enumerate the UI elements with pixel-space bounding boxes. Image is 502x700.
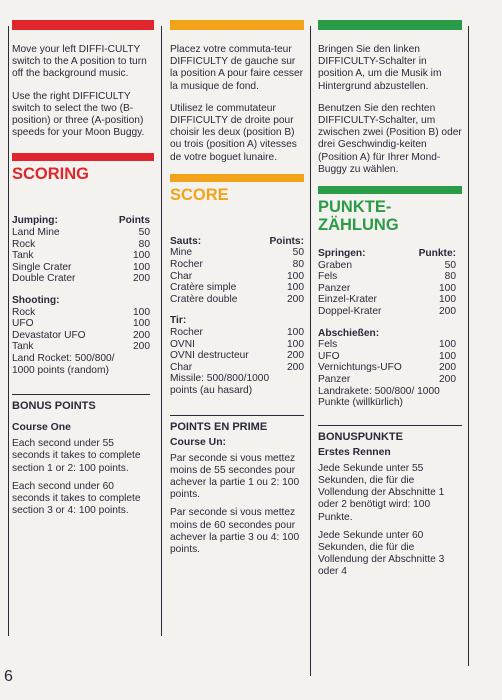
scoring-table — [318, 248, 456, 409]
bonus-section — [318, 425, 462, 579]
section-color-bar — [12, 153, 154, 161]
table-heading: Punkte: — [418, 248, 456, 260]
table-heading: Jumping: — [12, 215, 58, 227]
section-title: SCORE — [170, 185, 229, 204]
bonus-subtitle: Course One — [12, 422, 71, 434]
column-divider — [468, 26, 469, 666]
table-row: Fels 100 — [318, 339, 456, 351]
score-note: Landrakete: 500/800/ 1000 Punkte (willkürlich) — [318, 385, 440, 409]
table-row: Cratère simple 100 — [170, 282, 304, 294]
section-title: PUNKTE-ZÄHLUNG — [318, 198, 399, 235]
bonus-title: BONUS POINTS — [12, 400, 96, 413]
table-row: OVNI destructeur 200 — [170, 350, 304, 362]
column-divider — [310, 26, 311, 676]
table-heading: Points: — [269, 235, 304, 247]
bonus-paragraph: Each second under 60 seconds it takes to complete section 3 or 4: 100 points. — [12, 480, 141, 517]
section-color-bar — [318, 186, 462, 194]
bonus-paragraph: Par seconde si vous mettez moins de 55 secondes pour achever la partie 1 ou 2: 100 points. — [170, 452, 300, 501]
table-row: Panzer 100 — [318, 282, 456, 294]
intro-paragraph: Bringen Sie den linken DIFFICULTY-Schalter in position A, um die Musik im Hintergrund abzustellen. — [318, 44, 442, 92]
table-row: UFO 100 — [12, 318, 150, 330]
table-row: Tank 200 — [12, 341, 150, 353]
bonus-paragraph: Jede Sekunde unter 60 Sekunden, die für die Vollendung der Abschnitte 3 oder 4 — [318, 529, 445, 578]
table-row: Devastator UFO 200 — [12, 329, 150, 341]
table-row: Rock 100 — [12, 306, 150, 318]
table-row: Rocher 100 — [170, 326, 304, 338]
bonus-subtitle: Course Un: — [170, 436, 226, 448]
table-heading: Sauts: — [170, 235, 202, 247]
table-row: Cratère double 200 — [170, 293, 304, 305]
table-row: Fels 80 — [318, 271, 456, 283]
page-number: 6 — [4, 668, 13, 685]
bonus-title: BONUSPUNKTE — [318, 430, 403, 443]
bonus-section — [12, 394, 150, 517]
column-divider — [8, 26, 9, 636]
table-row: Single Crater 100 — [12, 261, 150, 273]
table-row: UFO 100 — [318, 350, 456, 362]
table-row: Tank 100 — [12, 250, 150, 262]
intro-paragraph: Use the right DIFFICULTY switch to select the two (B-position) or three (A-position) speeds for your Moon Buggy. — [12, 90, 145, 139]
section-title: SCORING — [12, 165, 90, 184]
scoring-table — [12, 215, 150, 376]
table-row: Mine 50 — [170, 247, 304, 259]
table-row: Double Crater 200 — [12, 273, 150, 285]
table-row: Panzer 200 — [318, 373, 456, 385]
bonus-title: POINTS EN PRIME — [170, 420, 268, 433]
table-heading: Points — [118, 215, 150, 227]
table-row: Rock 80 — [12, 238, 150, 250]
scoring-table — [170, 236, 304, 397]
intro-paragraph: Utilisez le commutateur DIFFICULTY de droite pour choisir les deux (position B) ou trois (position A) vitesses de votre boguet lunaire. — [170, 102, 297, 163]
bonus-section — [170, 415, 304, 557]
intro-paragraph: Placez votre commuta-teur DIFFICULTY de gauche sur la position A pour faire cesser la musique de fond. — [170, 44, 304, 92]
table-row: Doppel-Krater 200 — [318, 306, 456, 317]
table-row: Rocher 80 — [170, 259, 304, 271]
column-german — [318, 20, 462, 589]
bonus-paragraph: Jede Sekunde unter 55 Sekunden, die für die Vollendung der Abschnitte 1 oder 2 benötigt wird: 100 Punkte. — [318, 462, 445, 523]
column-french — [170, 20, 304, 566]
table-heading: Shooting: — [12, 294, 60, 306]
table-heading: Springen: — [318, 248, 366, 260]
top-color-bar — [318, 20, 462, 30]
table-row: Char 200 — [170, 361, 304, 373]
bonus-subtitle: Erstes Rennen — [318, 446, 391, 458]
table-row: Land Mine 50 — [12, 227, 150, 239]
table-heading: Abschießen: — [318, 327, 380, 339]
table-row: Char 100 — [170, 270, 304, 282]
intro-paragraph: Move your left DIFFI-CULTY switch to the A position to turn off the background music. — [12, 44, 147, 80]
column-divider — [161, 26, 162, 636]
table-row: OVNI 100 — [170, 338, 304, 350]
bonus-paragraph: Par seconde si vous mettez moins de 60 secondes pour achever la partie 3 ou 4: 100 points. — [170, 507, 300, 555]
score-note: Land Rocket: 500/800/ 1000 points (random) — [12, 352, 115, 376]
score-note: Missile: 500/800/1000 points (au hasard) — [170, 373, 270, 396]
table-row: Graben 50 — [318, 259, 456, 271]
intro-paragraph: Benutzen Sie den rechten DIFFICULTY-Schalter, um zwischen zwei (Position B) oder drei Geschwindig-keiten (Position A) für Ihrer Mond-Buggy zu wählen. — [318, 102, 462, 175]
top-color-bar — [170, 20, 304, 30]
table-row: Vernichtungs-UFO 200 — [318, 362, 456, 374]
table-heading: Tir: — [170, 315, 187, 327]
section-color-bar — [170, 174, 304, 182]
table-row: Einzel-Krater 100 — [318, 294, 456, 306]
bonus-paragraph: Each second under 55 seconds it takes to complete section 1 or 2: 100 points. — [12, 438, 141, 474]
top-color-bar — [12, 20, 154, 30]
column-english — [12, 20, 150, 527]
